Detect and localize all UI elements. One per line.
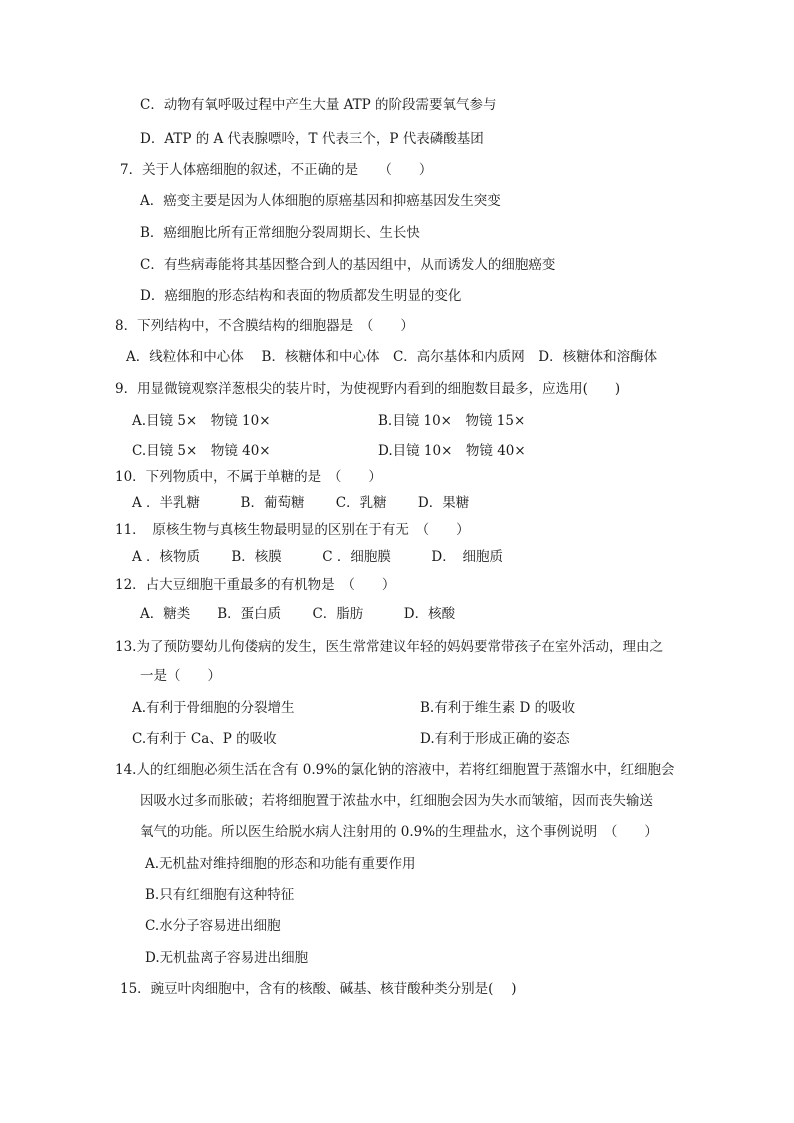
q7-option-c: C．有些病毒能将其基因整合到人的基因组中，从而诱发人的细胞癌变 bbox=[140, 257, 556, 273]
q7-stem: 7．关于人体癌细胞的叙述，不正确的是 （ ） bbox=[120, 162, 433, 178]
q11-options: A ．核物质 B．核膜 C ．细胞膜 D． 细胞质 bbox=[132, 549, 503, 565]
q9-stem: 9．用显微镜观察洋葱根尖的装片时，为使视野内看到的细胞数目最多，应选用( ) bbox=[115, 381, 621, 397]
q9-option-c: C.目镜 5× 物镜 40× bbox=[132, 443, 271, 459]
q14-option-b: B.只有红细胞有这种特征 bbox=[145, 887, 295, 903]
q9-option-a: A.目镜 5× 物镜 10× bbox=[132, 413, 271, 429]
q8-stem: 8．下列结构中，不含膜结构的细胞器是 （ ） bbox=[115, 318, 414, 334]
q9-option-b: B.目镜 10× 物镜 15× bbox=[378, 413, 526, 429]
q7-option-d: D．癌细胞的形态结构和表面的物质都发生明显的变化 bbox=[140, 288, 462, 304]
q14-stem: 14.人的红细胞必须生活在含有 0.9%的氯化钠的溶液中，若将红细胞置于蒸馏水中，红细胞会 bbox=[115, 762, 675, 778]
q6-option-d: D．ATP 的 A 代表腺嘌呤，T 代表三个，P 代表磷酸基团 bbox=[140, 131, 484, 147]
q11-stem: 11． 原核生物与真核生物最明显的区别在于有无 （ ） bbox=[115, 522, 470, 538]
q12-stem: 12．占大豆细胞干重最多的有机物是 （ ） bbox=[115, 577, 396, 593]
q7-option-a: A．癌变主要是因为人体细胞的原癌基因和抑癌基因发生突变 bbox=[140, 193, 501, 209]
q6-option-c: C．动物有氧呼吸过程中产生大量 ATP 的阶段需要氧气参与 bbox=[140, 97, 497, 113]
q12-options: A．糖类 B．蛋白质 C．脂肪 D．核酸 bbox=[140, 606, 456, 622]
q14-option-d: D.无机盐离子容易进出细胞 bbox=[145, 950, 309, 966]
q13-option-a: A.有利于骨细胞的分裂增生 bbox=[132, 700, 295, 716]
q14-option-a: A.无机盐对维持细胞的形态和功能有重要作用 bbox=[145, 856, 416, 872]
q8-options: A．线粒体和中心体 B．核糖体和中心体 C．高尔基体和内质网 D．核糖体和溶酶体 bbox=[126, 349, 658, 365]
q13-option-b: B.有利于维生素 D 的吸收 bbox=[420, 700, 576, 716]
q14-stem-line3: 氧气的功能。所以医生给脱水病人注射用的 0.9%的生理盐水，这个事例说明 （ ） bbox=[140, 824, 658, 840]
q13-option-c: C.有利于 Ca、P 的吸收 bbox=[132, 731, 277, 747]
q13-stem-continued: 一是（ ） bbox=[140, 668, 221, 684]
q10-options: A ．半乳糖 B．葡萄糖 C．乳糖 D．果糖 bbox=[132, 495, 470, 511]
q13-stem: 13.为了预防婴幼儿佝偻病的发生，医生常常建议年轻的妈妈要常带孩子在室外活动，理由之 bbox=[115, 639, 663, 655]
q13-option-d: D.有利于形成正确的姿态 bbox=[420, 731, 570, 747]
q7-option-b: B．癌细胞比所有正常细胞分裂周期长、生长快 bbox=[140, 225, 420, 241]
q14-option-c: C.水分子容易进出细胞 bbox=[145, 918, 281, 934]
q9-option-d: D.目镜 10× 物镜 40× bbox=[378, 443, 526, 459]
q10-stem: 10．下列物质中，不属于单糖的是 （ ） bbox=[115, 469, 382, 485]
q15-stem: 15．豌豆叶肉细胞中，含有的核酸、碱基、核苷酸种类分别是( ) bbox=[120, 981, 517, 997]
q14-stem-line2: 因吸水过多而胀破；若将细胞置于浓盐水中，红细胞会因为失水而皱缩，因而丧失输送 bbox=[140, 793, 653, 809]
